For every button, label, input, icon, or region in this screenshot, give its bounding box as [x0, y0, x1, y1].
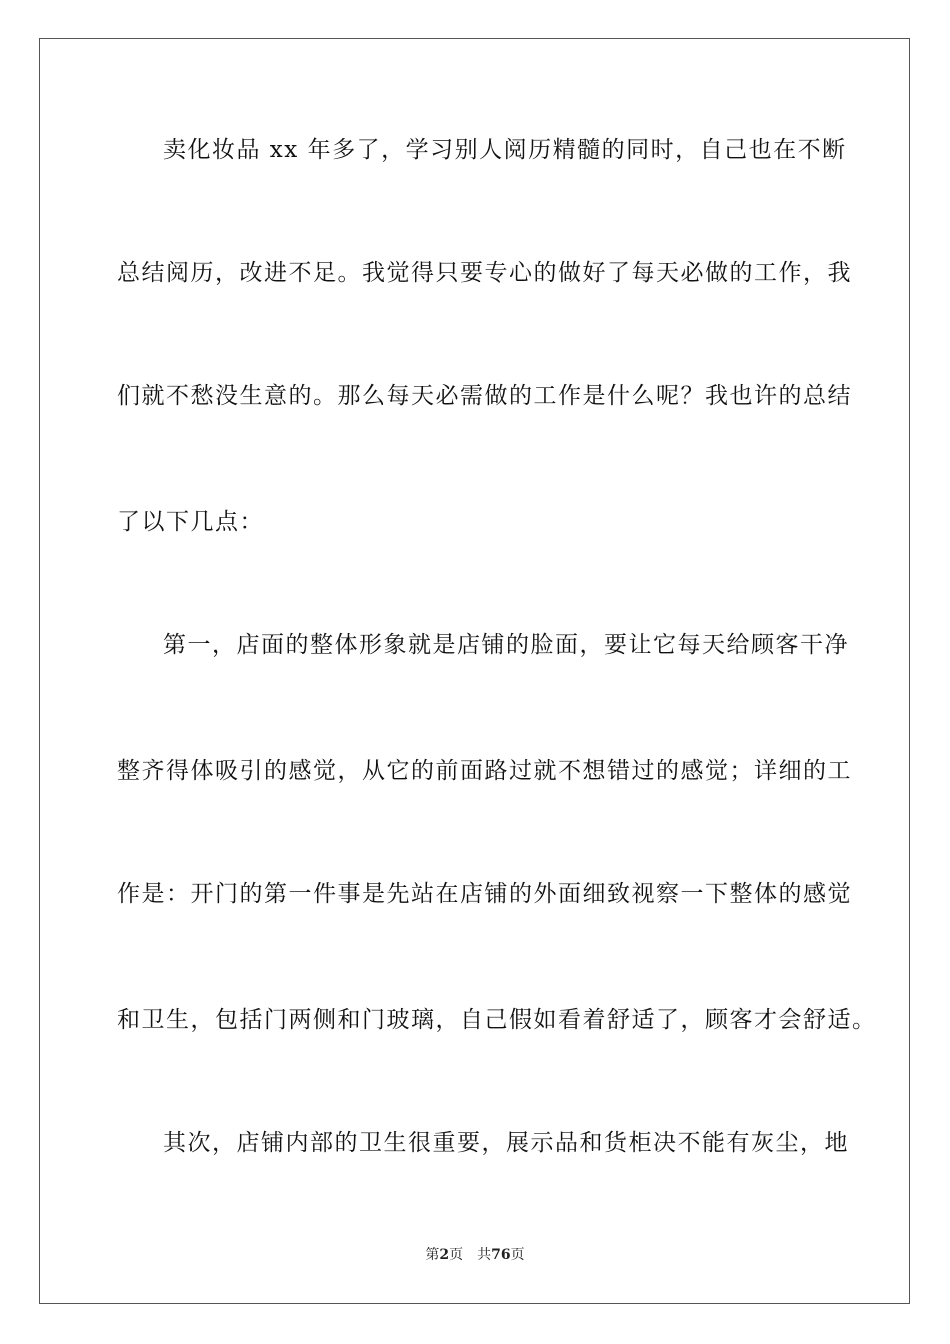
body-line-2: 总结阅历，改进不足。我觉得只要专心的做好了每天必做的工作，我: [117, 260, 852, 286]
footer-total-prefix: 共: [477, 1247, 492, 1263]
body-line-3: 们就不愁没生意的。那么每天必需做的工作是什么呢？我也许的总结: [117, 383, 852, 409]
body-line-5: 第一，店面的整体形象就是店铺的脸面，要让它每天给顾客干净: [163, 632, 849, 658]
body-line-6: 整齐得体吸引的感觉，从它的前面路过就不想错过的感觉；详细的工: [117, 758, 852, 784]
page-footer: [0, 1245, 950, 1265]
footer-page-prefix: 第: [425, 1247, 440, 1263]
body-line-9: 其次，店铺内部的卫生很重要，展示品和货柜决不能有灰尘，地: [163, 1130, 849, 1156]
body-line-4: 了以下几点：: [117, 509, 264, 535]
body-line-8: 和卫生，包括门两侧和门玻璃，自己假如看着舒适了，顾客才会舒适。: [117, 1007, 877, 1033]
footer-page-suffix: 页: [449, 1247, 464, 1263]
page-border: [39, 38, 910, 1304]
footer-page-number: 2: [439, 1247, 450, 1263]
body-line-7: 作是：开门的第一件事是先站在店铺的外面细致视察一下整体的感觉: [117, 881, 852, 907]
footer-total-pages: 76: [491, 1247, 511, 1263]
footer-total-suffix: 页: [510, 1247, 525, 1263]
body-line-1: 卖化妆品 xx 年多了，学习别人阅历精髓的同时，自己也在不断: [163, 137, 847, 163]
